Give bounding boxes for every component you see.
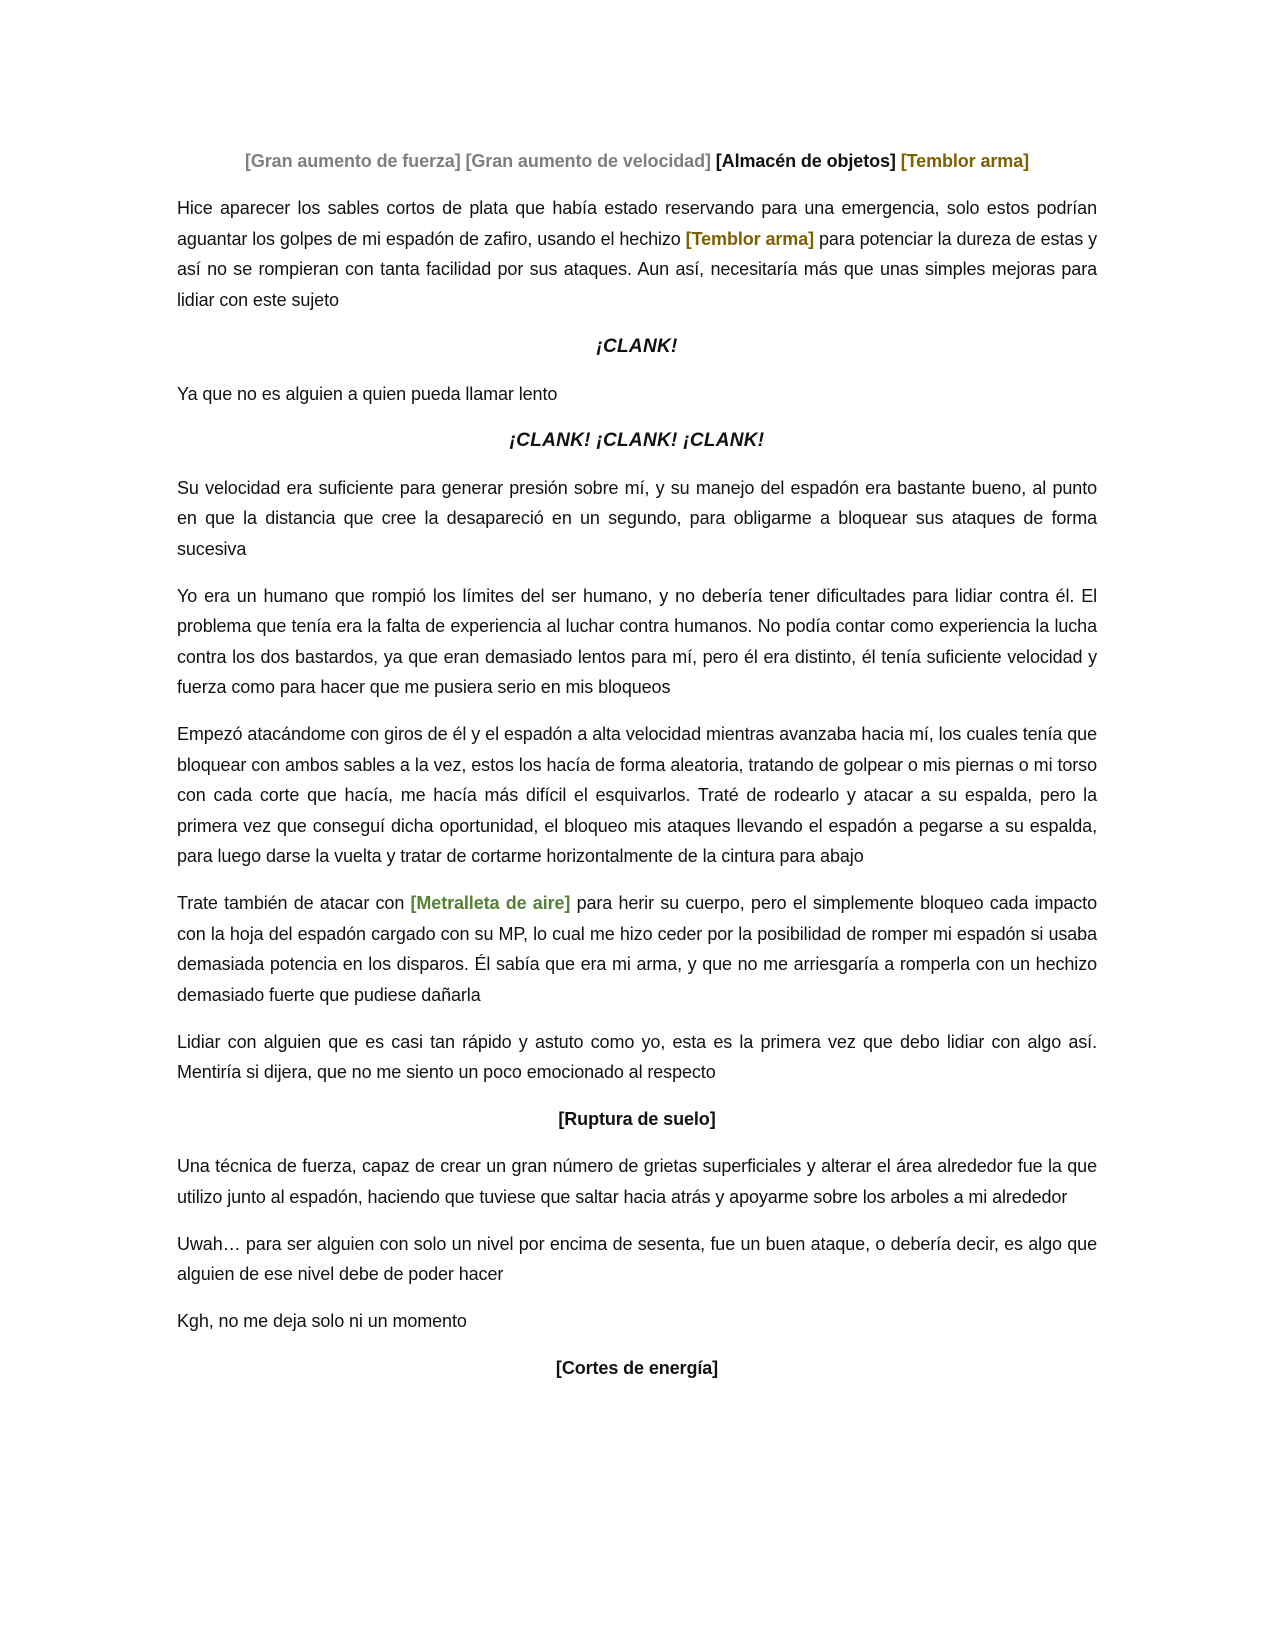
skill-tag: [Temblor arma]	[900, 151, 1030, 171]
sound-effect: ¡CLANK! ¡CLANK! ¡CLANK!	[509, 429, 765, 451]
sound-effect: ¡CLANK!	[596, 335, 678, 357]
skill-tag: [Gran aumento de velocidad]	[465, 151, 711, 171]
text: Trate también de atacar con	[177, 893, 411, 913]
skill-tag: [Temblor arma]	[685, 228, 815, 249]
text: para herir su cuerpo, pero el simplemente bloqueo cada impacto con la hoja del espadón cargado con su MP, lo cual me hizo ceder por la posibilidad de romper mi espadón si usaba demasiada potencia en los disparos. Él sabía que era mi arma, y que no me arriesgaría a romperla con un hechizo demasiado fuerte que pudiese dañarla	[177, 893, 1097, 1005]
skill-heading: [Cortes de energía]	[555, 1358, 719, 1378]
skill-tag: [Almacén de objetos]	[715, 151, 896, 171]
paragraph: Ya que no es alguien a quien pueda llamar lento	[177, 383, 558, 404]
skill-tag: [Gran aumento de fuerza]	[244, 151, 461, 171]
paragraph: Uwah… para ser alguien con solo un nivel por encima de sesenta, fue un buen ataque, o debería decir, es algo que alguien de ese nivel debe de poder hacer	[177, 1233, 1097, 1284]
paragraph	[177, 193, 1097, 315]
paragraph: Empezó atacándome con giros de él y el espadón a alta velocidad mientras avanzaba hacia mí, los cuales tenía que bloquear con ambos sables a la vez, estos los hacía de forma aleatoria, tratando de golpear o mis piernas o mi torso con cada corte que hacía, me hacía más difícil el esquivarlos. Traté de rodearlo y atacar a su espalda, pero la primera vez que conseguí dicha oportunidad, el bloqueo mis ataques llevando el espadón a pegarse a su espalda, para luego darse la vuelta y tratar de cortarme horizontalmente de la cintura para abajo	[177, 724, 1097, 866]
paragraph: Kgh, no me deja solo ni un momento	[177, 1311, 467, 1331]
text: Hice aparecer los sables cortos de plata que había estado reservando para una emergencia, solo estos podrían aguantar los golpes de mi espadón de zafiro, usando el hechizo	[177, 198, 1097, 249]
paragraph: Lidiar con alguien que es casi tan rápido y astuto como yo, esta es la primera vez que debo lidiar con algo así. Mentiría si dijera, que no me siento un poco emocionado al respecto	[177, 1031, 1097, 1082]
document-page	[177, 146, 1097, 1400]
paragraph: Yo era un humano que rompió los límites del ser humano, y no debería tener dificultades para lidiar contra él. El problema que tenía era la falta de experiencia al luchar contra humanos. No podía contar como experiencia la lucha contra los dos bastardos, ya que eran demasiado lentos para mí, pero él era distinto, él tenía suficiente velocidad y fuerza como para hacer que me pusiera serio en mis bloqueos	[177, 585, 1097, 697]
skills-header	[177, 146, 1097, 177]
paragraph: Su velocidad era suficiente para generar presión sobre mí, y su manejo del espadón era bastante bueno, al punto en que la distancia que cree la desapareció en un segundo, para obligarme a bloquear sus ataques de forma sucesiva	[177, 477, 1097, 559]
skill-tag: [Metralleta de aire]	[410, 893, 571, 913]
paragraph	[177, 888, 1097, 1010]
paragraph: Una técnica de fuerza, capaz de crear un gran número de grietas superficiales y alterar el área alrededor fue la que utilizo junto al espadón, haciendo que tuviese que saltar hacia atrás y apoyarme sobre los arboles a mi alrededor	[177, 1156, 1097, 1207]
skill-heading: [Ruptura de suelo]	[558, 1109, 716, 1129]
text: para potenciar la dureza de estas y así no se rompieran con tanta facilidad por sus ataques. Aun así, necesitaría más que unas simples mejoras para lidiar con este sujeto	[177, 228, 1098, 310]
